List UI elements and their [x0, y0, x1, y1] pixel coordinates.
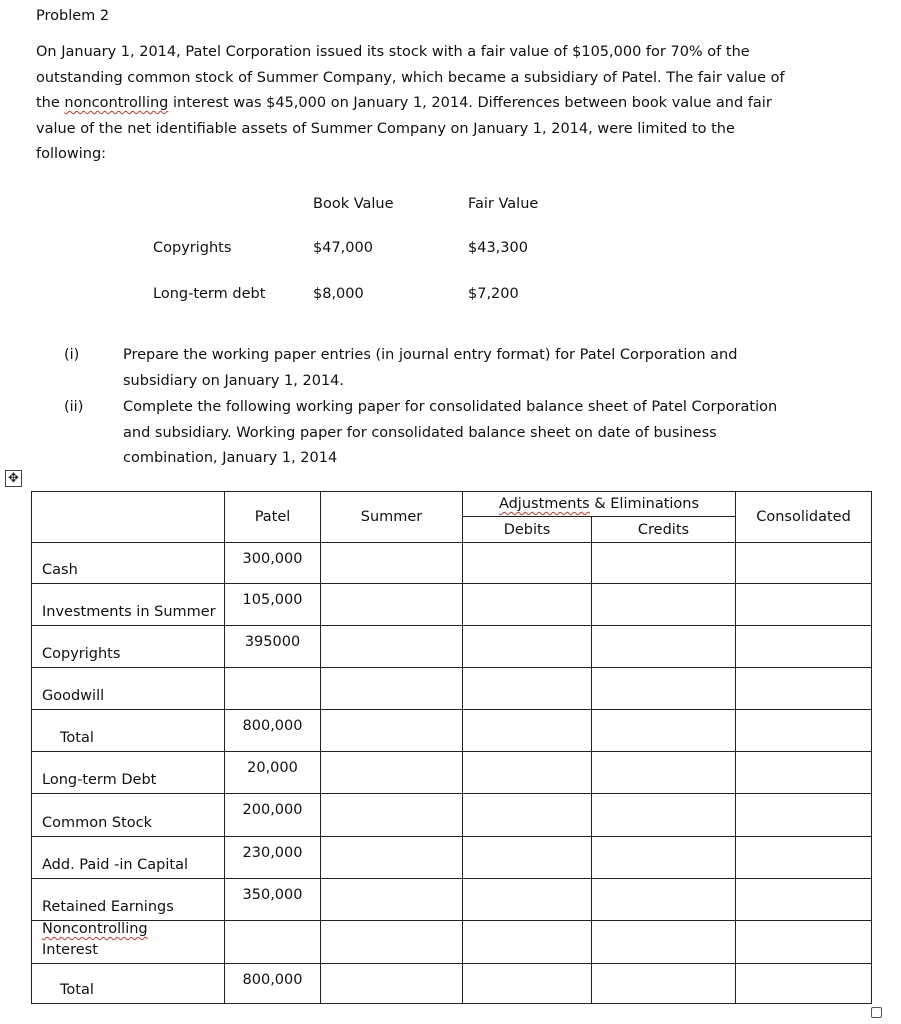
- row-label-retained-earnings[interactable]: Retained Earnings: [32, 879, 225, 921]
- credit-cell[interactable]: [592, 668, 736, 710]
- summer-cell[interactable]: [321, 879, 463, 921]
- credit-cell[interactable]: [592, 584, 736, 626]
- value-row-book: $8,000: [313, 286, 364, 302]
- step-marker-ii: (ii): [64, 399, 84, 415]
- debit-cell[interactable]: [463, 837, 592, 879]
- patel-cell[interactable]: [225, 921, 321, 964]
- summer-cell[interactable]: [321, 626, 463, 668]
- step-marker-i: (i): [64, 347, 80, 363]
- debits-header: Debits: [463, 517, 592, 543]
- summer-header: Summer: [321, 492, 463, 543]
- debit-cell[interactable]: [463, 879, 592, 921]
- spellcheck-word: noncontrolling: [64, 95, 169, 111]
- step-i-line: subsidiary on January 1, 2014.: [123, 372, 345, 389]
- credit-cell[interactable]: [592, 752, 736, 794]
- credits-header: Credits: [592, 517, 736, 543]
- consolidated-cell[interactable]: [736, 584, 872, 626]
- debit-cell[interactable]: [463, 921, 592, 964]
- patel-cell[interactable]: 800,000: [225, 710, 321, 752]
- credit-cell[interactable]: [592, 710, 736, 752]
- problem-line-3-a: the: [36, 95, 65, 111]
- patel-cell[interactable]: 300,000: [225, 543, 321, 584]
- credit-cell[interactable]: [592, 964, 736, 1004]
- debit-cell[interactable]: [463, 752, 592, 794]
- patel-cell[interactable]: 800,000: [225, 964, 321, 1004]
- table-row: [32, 584, 872, 626]
- row-label-noncontrolling[interactable]: Noncontrolling Interest: [32, 921, 225, 964]
- patel-cell[interactable]: 200,000: [225, 794, 321, 837]
- step-ii-line: and subsidiary. Working paper for consolidated balance sheet on date of business: [123, 424, 717, 441]
- consolidated-cell[interactable]: [736, 794, 872, 837]
- value-row-fair: $43,300: [468, 240, 528, 256]
- summer-cell[interactable]: [321, 710, 463, 752]
- label-header-cell[interactable]: [32, 492, 225, 543]
- debit-cell[interactable]: [463, 668, 592, 710]
- patel-cell[interactable]: [225, 668, 321, 710]
- table-row: [32, 921, 872, 964]
- problem-line-5: following:: [36, 146, 107, 162]
- summer-cell[interactable]: [321, 752, 463, 794]
- step-i-text: [123, 343, 737, 394]
- move-arrows-icon[interactable]: ✥: [5, 470, 22, 487]
- consolidated-cell[interactable]: [736, 543, 872, 584]
- consolidated-cell[interactable]: [736, 752, 872, 794]
- step-i-line: Prepare the working paper entries (in journal entry format) for Patel Corporation and: [123, 347, 738, 363]
- step-ii-line: Complete the following working paper for consolidated balance sheet of Patel Corporation: [123, 399, 778, 415]
- debit-cell[interactable]: [463, 794, 592, 837]
- summer-cell[interactable]: [321, 543, 463, 584]
- debit-cell[interactable]: [463, 710, 592, 752]
- row-label-long-term-debt[interactable]: Long-term Debt: [32, 752, 225, 794]
- value-row-label: Long-term debt: [153, 286, 266, 302]
- consolidated-cell[interactable]: [736, 837, 872, 879]
- consolidation-worksheet: [31, 491, 872, 1004]
- spellcheck-word: Noncontrolling: [42, 921, 148, 937]
- table-row: [32, 964, 872, 1004]
- problem-line-3: [36, 91, 816, 117]
- summer-cell[interactable]: [321, 794, 463, 837]
- debit-cell[interactable]: [463, 584, 592, 626]
- consolidated-cell[interactable]: [736, 879, 872, 921]
- table-row: [32, 626, 872, 668]
- summer-cell[interactable]: [321, 921, 463, 964]
- patel-cell[interactable]: 395000: [225, 626, 321, 668]
- fair-value-header: Fair Value: [468, 196, 539, 212]
- credit-cell[interactable]: [592, 794, 736, 837]
- consolidated-cell[interactable]: [736, 964, 872, 1004]
- summer-cell[interactable]: [321, 584, 463, 626]
- summer-cell[interactable]: [321, 668, 463, 710]
- patel-cell[interactable]: 230,000: [225, 837, 321, 879]
- consolidated-cell[interactable]: [736, 921, 872, 964]
- row-label-total-assets[interactable]: Total: [32, 710, 225, 752]
- problem-line-2: outstanding common stock of Summer Company, which became a subsidiary of Patel. The fair value of: [36, 69, 785, 86]
- adjustments-header: [463, 492, 736, 517]
- row-label-cash[interactable]: Cash: [32, 543, 225, 584]
- problem-line-4: value of the net identifiable assets of Summer Company on January 1, 2014, were limited to the: [36, 120, 735, 137]
- table-row: [32, 710, 872, 752]
- problem-heading: Problem 2: [36, 8, 110, 24]
- credit-cell[interactable]: [592, 879, 736, 921]
- table-resize-handle[interactable]: [871, 1007, 882, 1018]
- problem-line-3-b: interest was $45,000 on January 1, 2014. Differences between book value and fair: [168, 95, 772, 111]
- problem-line-1: On January 1, 2014, Patel Corporation issued its stock with a fair value of $105,000 for 70% of the: [36, 44, 750, 60]
- value-row-label: Copyrights: [153, 240, 232, 256]
- row-label-common-stock[interactable]: Common Stock: [32, 794, 225, 837]
- value-row-fair: $7,200: [468, 286, 519, 302]
- table-row: [32, 794, 872, 837]
- credit-cell[interactable]: [592, 921, 736, 964]
- row-label-total-equities[interactable]: Total: [32, 964, 225, 1004]
- row-label-apic[interactable]: Add. Paid -in Capital: [32, 837, 225, 879]
- book-value-header: Book Value: [313, 196, 394, 212]
- patel-header: Patel: [225, 492, 321, 543]
- debit-cell[interactable]: [463, 626, 592, 668]
- summer-cell[interactable]: [321, 837, 463, 879]
- adjustments-word: Adjustments: [498, 496, 590, 512]
- row-label-goodwill[interactable]: Goodwill: [32, 668, 225, 710]
- patel-cell[interactable]: 20,000: [225, 752, 321, 794]
- table-row: [32, 668, 872, 710]
- problem-statement: [36, 40, 816, 168]
- credit-cell[interactable]: [592, 837, 736, 879]
- consolidated-cell[interactable]: [736, 668, 872, 710]
- table-row: [32, 752, 872, 794]
- value-row-book: $47,000: [313, 240, 373, 256]
- table-row: [32, 879, 872, 921]
- summer-cell[interactable]: [321, 964, 463, 1004]
- row-label-copyrights[interactable]: Copyrights: [32, 626, 225, 668]
- step-ii-line: combination, January 1, 2014: [123, 450, 338, 466]
- table-row: [32, 543, 872, 584]
- consolidated-header: Consolidated: [736, 492, 872, 543]
- row-label-investments[interactable]: Investments in Summer: [32, 584, 225, 626]
- step-ii-text: [123, 395, 777, 472]
- credit-cell[interactable]: [592, 626, 736, 668]
- debit-cell[interactable]: [463, 964, 592, 1004]
- eliminations-word: & Eliminations: [589, 496, 700, 512]
- debit-cell[interactable]: [463, 543, 592, 584]
- patel-cell[interactable]: 350,000: [225, 879, 321, 921]
- credit-cell[interactable]: [592, 543, 736, 584]
- consolidated-cell[interactable]: [736, 710, 872, 752]
- consolidated-cell[interactable]: [736, 626, 872, 668]
- table-row: [32, 837, 872, 879]
- patel-cell[interactable]: 105,000: [225, 584, 321, 626]
